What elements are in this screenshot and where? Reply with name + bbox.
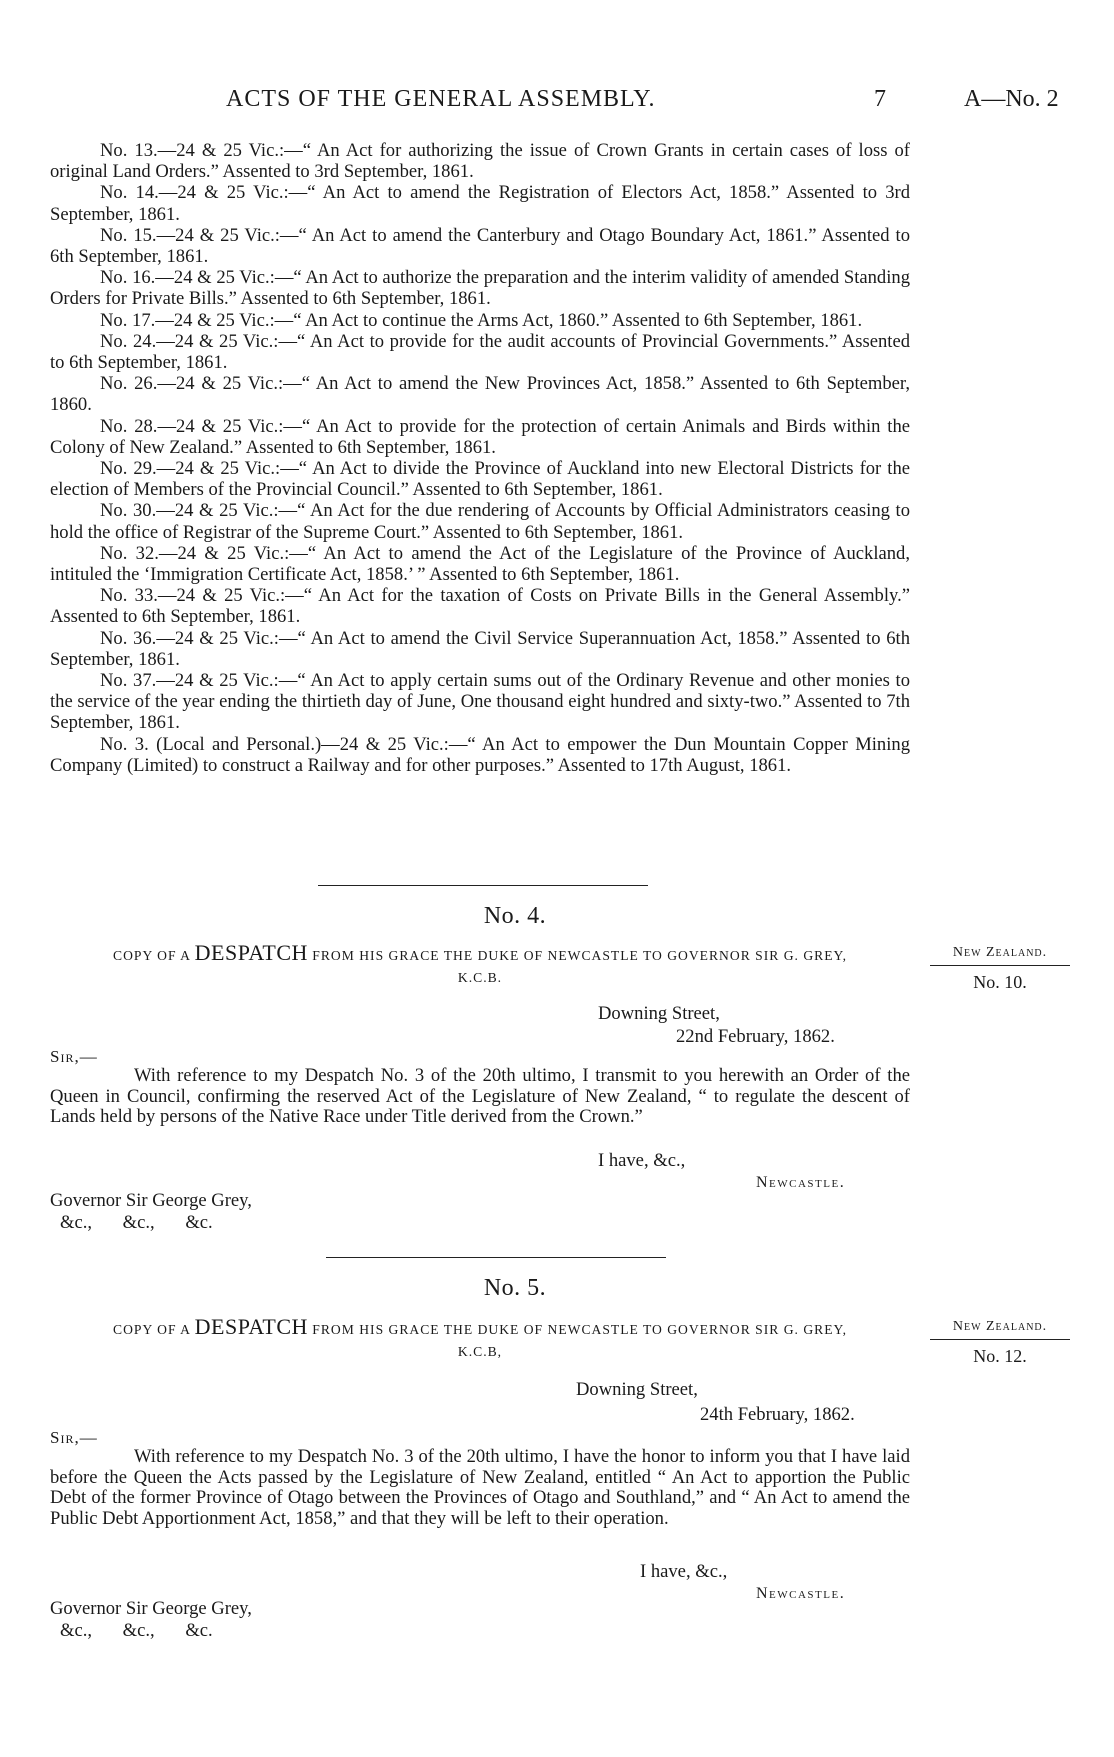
section-divider xyxy=(318,885,648,886)
despatch-4-title xyxy=(50,942,910,989)
despatch-4-number: No. 4. xyxy=(483,903,547,929)
despatch-4-body: With reference to my Despatch No. 3 of the 20th ultimo, I transmit to you herewith an Order of the Queen in Council, confirming the reserved Act of the Legislature of New Zealand, “ to regulate the descent of Lands held by persons of the Native Race under Title derived from the Crown.” xyxy=(50,1065,910,1127)
despatch-4-title-big: DESPATCH xyxy=(194,940,308,965)
document-reference: A—No. 2 xyxy=(964,86,1059,112)
act-entry: No. 3. (Local and Personal.)—24 & 25 Vic.:—“ An Act to empower the Dun Mountain Copper Mining Company (Limited) to construct a Railway and for other purposes.” Assented to 17th August, 1861. xyxy=(50,733,910,776)
despatch-5-title xyxy=(50,1316,910,1363)
despatch-5-margin-note xyxy=(930,1319,1070,1367)
despatch-5-body: With reference to my Despatch No. 3 of the 20th ultimo, I have the honor to inform you that I have laid before the Queen the Acts passed by the Legislature of New Zealand, entitled “ An Act to apportion the Public Debt of the former Province of Otago between the Provinces of Otago and Southland,” and “ An Act to amend the Public Debt Apportionment Act, 1858,” and that they will be left to their operation. xyxy=(50,1446,910,1529)
despatch-5-recipient-name: Governor Sir George Grey, xyxy=(50,1598,252,1619)
despatch-4-title-pre: COPY OF A xyxy=(113,948,191,963)
despatch-5-margin-number: No. 12. xyxy=(973,1346,1027,1366)
despatch-5-address: Downing Street, xyxy=(576,1379,698,1400)
despatch-4-recipient xyxy=(50,1190,252,1234)
act-entry: No. 16.—24 & 25 Vic.:—“ An Act to authorize the preparation and the interim validity of amended Standing Orders for Private Bills.” Assented to 6th September, 1861. xyxy=(50,267,910,310)
act-entry: No. 17.—24 & 25 Vic.:—“ An Act to continue the Arms Act, 1860.” Assented to 6th September, 1861. xyxy=(100,309,863,331)
act-entry: No. 33.—24 & 25 Vic.:—“ An Act for the taxation of Costs on Private Bills in the General Assembly.” Assented to 6th September, 1861. xyxy=(50,585,910,628)
despatch-5-title-big: DESPATCH xyxy=(194,1314,308,1339)
despatch-4-recipient-name: Governor Sir George Grey, xyxy=(50,1190,252,1211)
despatch-4-title-line2: K.C.B. xyxy=(457,970,503,985)
despatch-5-title-post: FROM HIS GRACE THE DUKE OF NEWCASTLE TO GOVERNOR SIR G. GREY, xyxy=(312,1322,847,1337)
despatch-5-margin-place: New Zealand. xyxy=(930,1319,1070,1340)
despatch-5-signature: Newcastle. xyxy=(756,1585,846,1602)
act-entry: No. 15.—24 & 25 Vic.:—“ An Act to amend the Canterbury and Otago Boundary Act, 1861.” Assented to 6th September, 1861. xyxy=(50,224,910,268)
despatch-5-title-pre: COPY OF A xyxy=(113,1322,191,1337)
act-entry: No. 36.—24 & 25 Vic.:—“ An Act to amend the Civil Service Superannuation Act, 1858.” Assented to 6th September, 1861. xyxy=(50,627,910,670)
page-number: 7 xyxy=(874,86,886,112)
despatch-5-title-line2: K.C.B, xyxy=(457,1344,503,1359)
despatch-4-sign-off: I have, &c., xyxy=(598,1150,686,1171)
section-divider xyxy=(326,1257,666,1258)
act-entry: No. 26.—24 & 25 Vic.:—“ An Act to amend the New Provinces Act, 1858.” Assented to 6th September, 1860. xyxy=(50,373,910,416)
despatch-4-recipient-etc: &c., &c., &c. xyxy=(60,1212,213,1233)
despatch-5-salutation: Sir,— xyxy=(50,1428,98,1447)
despatch-4-address: Downing Street, xyxy=(598,1003,720,1024)
despatch-4-salutation: Sir,— xyxy=(50,1047,98,1066)
despatch-4-date: 22nd February, 1862. xyxy=(676,1026,835,1047)
despatch-4-title-post: FROM HIS GRACE THE DUKE OF NEWCASTLE TO GOVERNOR SIR G. GREY, xyxy=(312,948,847,963)
page-header xyxy=(0,86,1114,120)
despatch-5-recipient xyxy=(50,1598,252,1642)
running-title: ACTS OF THE GENERAL ASSEMBLY. xyxy=(226,86,656,112)
acts-list xyxy=(50,140,910,776)
despatch-4-margin-note xyxy=(930,945,1070,993)
despatch-4-margin-place: New Zealand. xyxy=(930,945,1070,966)
act-entry: No. 37.—24 & 25 Vic.:—“ An Act to apply certain sums out of the Ordinary Revenue and other monies to the service of the year ending the thirtieth day of June, One thousand eight hundred and sixty-two.” Assented to 7th September, 1861. xyxy=(50,670,910,734)
despatch-4-margin-number: No. 10. xyxy=(973,972,1027,992)
act-entry: No. 30.—24 & 25 Vic.:—“ An Act for the due rendering of Accounts by Official Administrators ceasing to hold the office of Registrar of the Supreme Court.” Assented to 6th September, 1861. xyxy=(50,500,910,543)
act-entry: No. 28.—24 & 25 Vic.:—“ An Act to provide for the protection of certain Animals and Birds within the Colony of New Zealand.” Assented to 6th September, 1861. xyxy=(50,415,910,458)
act-entry: No. 13.—24 & 25 Vic.:—“ An Act for authorizing the issue of Crown Grants in certain cases of loss of original Land Orders.” Assented to 3rd September, 1861. xyxy=(50,140,910,183)
act-entry: No. 24.—24 & 25 Vic.:—“ An Act to provide for the audit accounts of Provincial Governments.” Assented to 6th September, 1861. xyxy=(50,330,910,374)
act-entry: No. 29.—24 & 25 Vic.:—“ An Act to divide the Province of Auckland into new Electoral Districts for the election of Members of the Provincial Council.” Assented to 6th September, 1861. xyxy=(50,458,910,501)
despatch-5-sign-off: I have, &c., xyxy=(640,1561,728,1582)
despatch-5-number: No. 5. xyxy=(483,1275,547,1301)
despatch-5-date: 24th February, 1862. xyxy=(700,1404,855,1425)
despatch-4-signature: Newcastle. xyxy=(756,1174,846,1191)
act-entry: No. 14.—24 & 25 Vic.:—“ An Act to amend the Registration of Electors Act, 1858.” Assented to 3rd September, 1861. xyxy=(50,182,910,225)
despatch-5-recipient-etc: &c., &c., &c. xyxy=(60,1620,213,1641)
act-entry: No. 32.—24 & 25 Vic.:—“ An Act to amend the Act of the Legislature of the Province of Auckland, intituled the ‘Immigration Certificate Act, 1858.’ ” Assented to 6th September, 1861. xyxy=(50,542,910,586)
